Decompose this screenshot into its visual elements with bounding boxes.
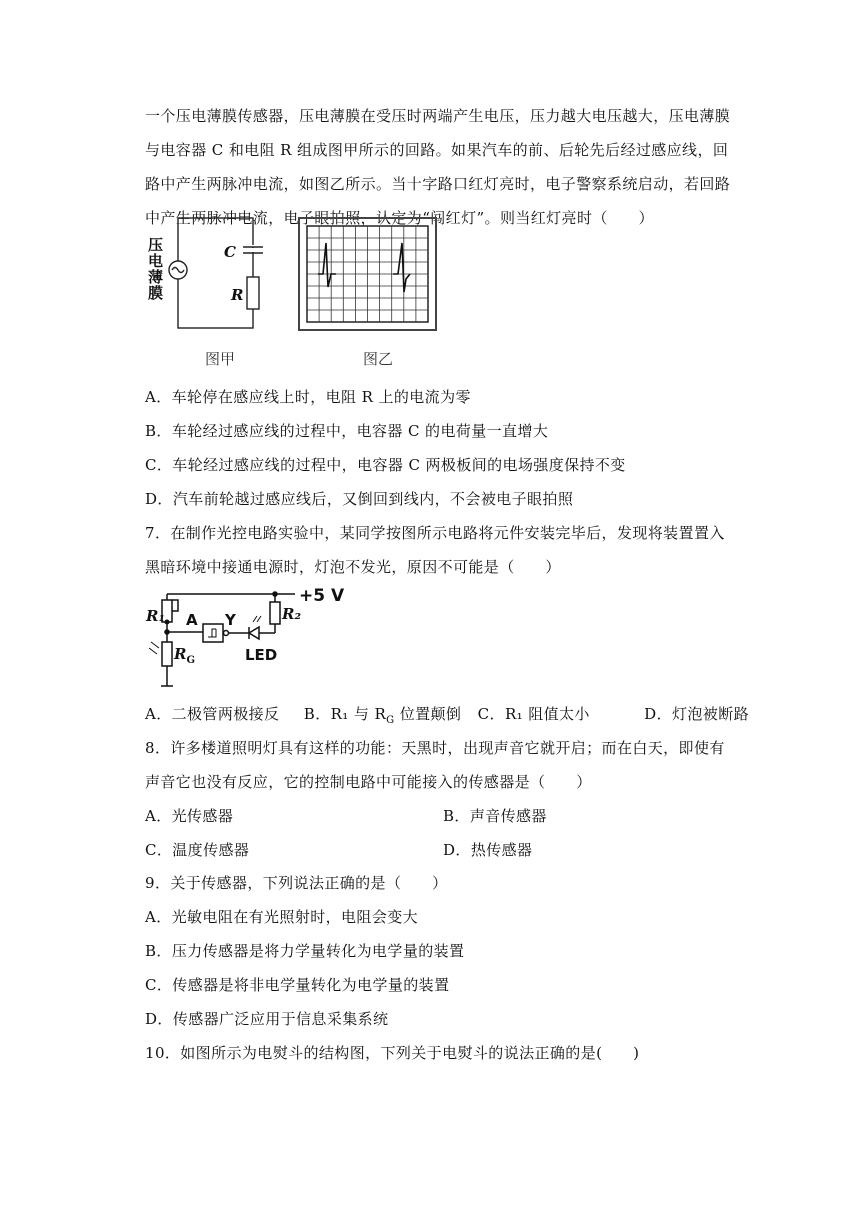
q6-stem-line-1: 一个压电薄膜传感器，压电薄膜在受压时两端产生电压，压力越大电压越大，压电薄膜	[145, 107, 731, 125]
figure-a-res-label: R	[231, 286, 244, 304]
q7-a-label: A	[186, 611, 198, 629]
q6-stem-line-4: 中产生两脉冲电流，电子眼拍照，认定为“闯红灯”。则当红灯亮时（ ）	[145, 209, 654, 227]
q8-option-b: B．声音传感器	[443, 807, 547, 825]
q7-led-label: LED	[245, 646, 278, 664]
q6-option-c: C．车轮经过感应线的过程中，电容器 C 两极板间的电场强度保持不变	[145, 456, 626, 474]
figure-b-caption: 图乙	[363, 350, 394, 368]
q7-option-c: C．R₁ 阻值太小	[477, 705, 590, 723]
q6-option-a: A．车轮停在感应线上时，电阻 R 上的电流为零	[145, 388, 471, 406]
q6-option-b: B．车轮经过感应线的过程中，电容器 C 的电荷量一直增大	[145, 422, 549, 440]
q9-option-c: C．传感器是将非电学量转化为电学量的装置	[145, 976, 450, 994]
figure-a-source-label: 压电薄膜	[148, 236, 164, 302]
q7-option-a: A．二极管两极接反	[145, 705, 280, 723]
q7-supply-label: +5 V	[299, 586, 345, 606]
figure-a-caption: 图甲	[205, 350, 236, 368]
q8-option-d: D．热传感器	[443, 841, 533, 859]
q7-r1-label: R₁	[146, 607, 166, 625]
q7-y-label: Y	[225, 611, 236, 629]
q7-r2-label: R₂	[282, 605, 302, 623]
figure-a-cap-label: C	[224, 243, 236, 261]
figure-b-oscilloscope	[298, 217, 443, 334]
q9-option-d: D．传感器广泛应用于信息采集系统	[145, 1010, 389, 1028]
q9-option-a: A．光敏电阻在有光照射时，电阻会变大	[145, 908, 419, 926]
q7-stem-line-1: 7．在制作光控电路实验中，某同学按图所示电路将元件安装完毕后，发现将装置置入	[145, 524, 725, 542]
q8-stem-line-1: 8．许多楼道照明灯具有这样的功能：天黑时，出现声音它就开启；而在白天，即使有	[145, 739, 725, 757]
q6-option-d: D．汽车前轮越过感应线后，又倒回到线内，不会被电子眼拍照	[145, 490, 574, 508]
q7-options-row	[145, 704, 749, 731]
q7-option-d: D．灯泡被断路	[644, 705, 749, 723]
q9-stem: 9．关于传感器，下列说法正确的是（ ）	[145, 874, 448, 892]
q7-stem-line-2: 黑暗环境中接通电源时，灯泡不发光，原因不可能是（ ）	[145, 558, 561, 576]
q6-stem-line-3: 路中产生两脉冲电流，如图乙所示。当十字路口红灯亮时，电子警察系统启动，若回路	[145, 175, 731, 193]
q6-stem-line-2: 与电容器 C 和电阻 R 组成图甲所示的回路。如果汽车的前、后轮先后经过感应线，回	[145, 141, 729, 159]
q9-option-b: B．压力传感器是将力学量转化为电学量的装置	[145, 942, 465, 960]
figure-a-circuit	[145, 215, 275, 335]
q7-option-b: B．R₁ 与 $R_G$ 位置颠倒	[303, 705, 462, 726]
q10-stem: 10．如图所示为电熨斗的结构图，下列关于电熨斗的说法正确的是( )	[145, 1044, 640, 1062]
q8-stem-line-2: 声音它也没有反应，它的控制电路中可能接入的传感器是（ ）	[145, 773, 592, 791]
q8-option-a: A．光传感器	[145, 807, 234, 825]
q8-option-c: C．温度传感器	[145, 841, 250, 859]
q7-rg-label: $R_G$	[174, 645, 196, 666]
